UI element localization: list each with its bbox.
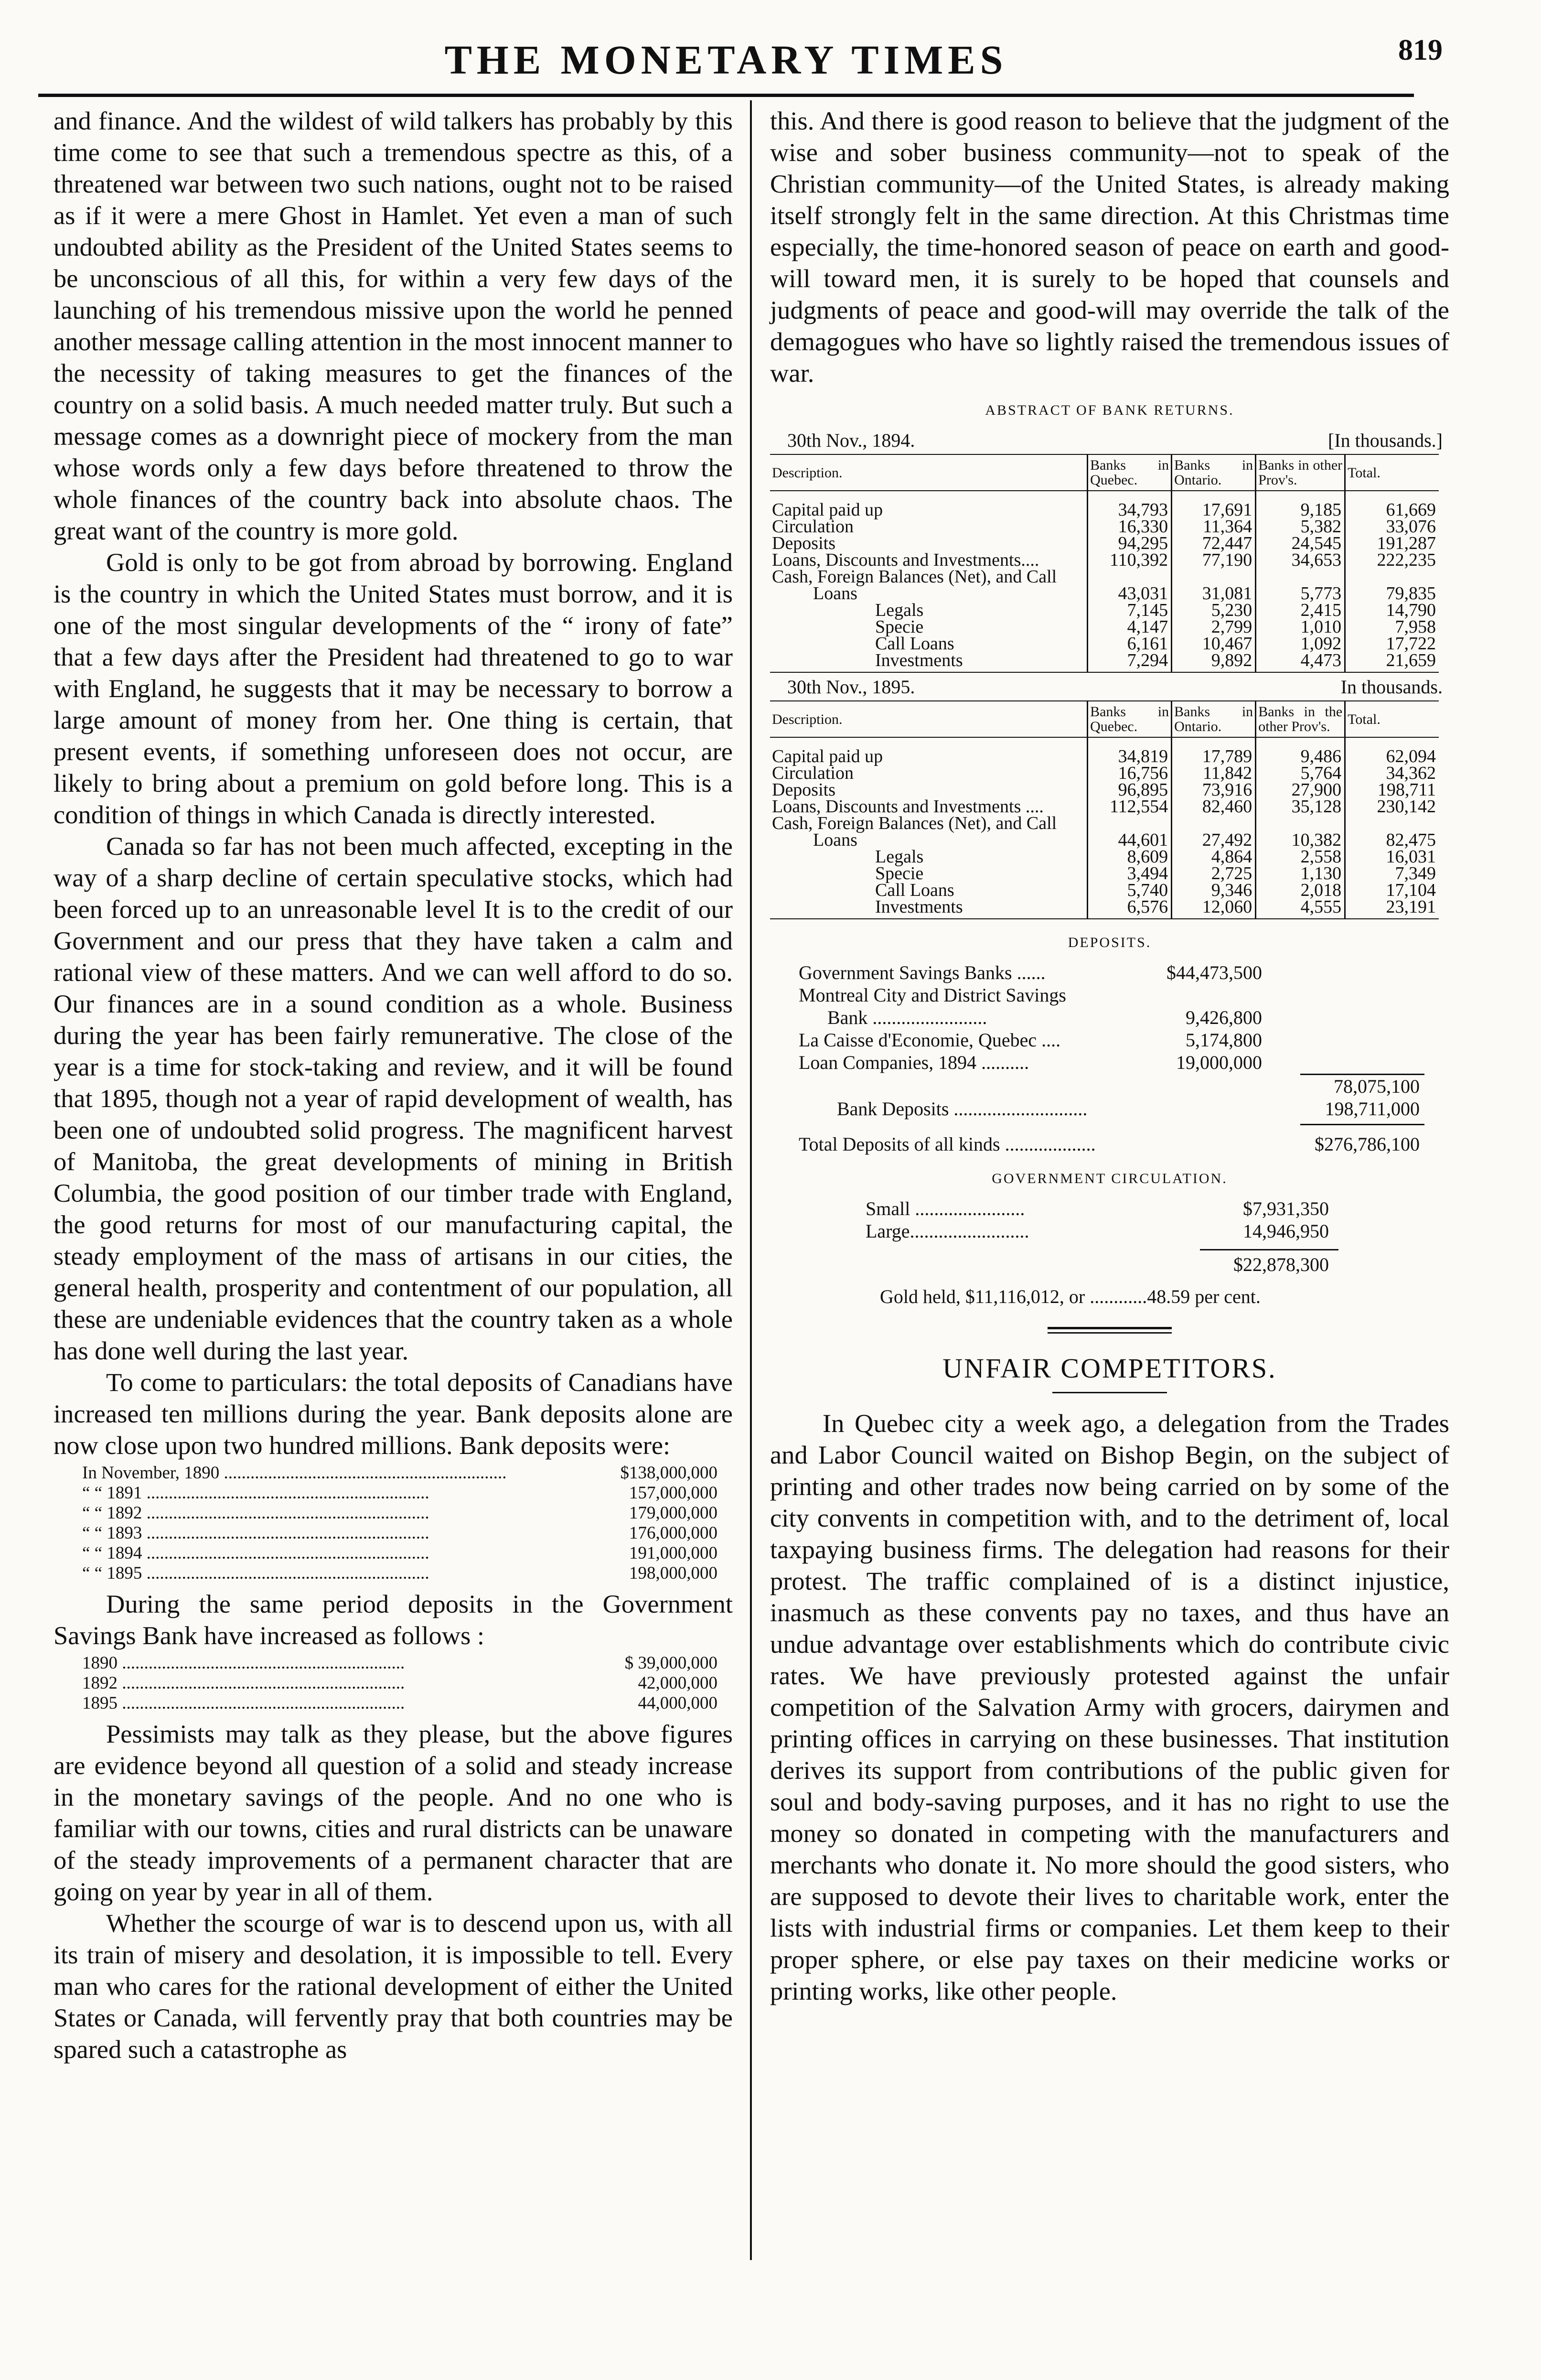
section-separator	[1048, 1327, 1172, 1334]
masthead-rule	[38, 94, 1414, 97]
gold-held-line: Gold held, $11,116,012, or ............48.59 per cent.	[880, 1286, 1261, 1307]
table-row: Loans, Discounts and Investments .... 112,554 82,460 35,128 230,142	[770, 798, 1439, 815]
table-row: Cash, Foreign Balances (Net), and Call	[770, 569, 1439, 585]
column-divider	[750, 100, 752, 2260]
table-unit: In thousands.	[1340, 676, 1443, 698]
bank-returns-table-1895	[770, 700, 1439, 919]
table-row: Specie 4,147 2,799 1,010 7,958	[770, 619, 1439, 635]
table-row: Call Loans 5,740 9,346 2,018 17,104	[770, 882, 1439, 899]
table-row: Circulation 16,330 11,364 5,382 33,076	[770, 518, 1439, 535]
paragraph: To come to particulars: the total deposits of Canadians have increased ten millions during the year. Bank deposits alone are now close upon two hundred millions. Bank deposits were:	[54, 1368, 733, 1460]
table-date: 30th Nov., 1895.	[787, 676, 915, 698]
table-row: Loans 44,601 27,492 10,382 82,475	[770, 832, 1439, 849]
paragraph: and finance. And the wildest of wild talkers has probably by this time come to see that such a tremendous spectre as this, of a threatened war between two such nations, ought not to be raised as if it were a mere Ghost in Hamlet. Yet even a man of such undoubted ability as the President of the United States seems to be unconscious of all this, for within a very few days of the launching of his tremendous missive upon the world he penned another message calling attention in the most innocent manner to the necessity of taking measures to get the finances of the country on a solid basis. A much needed matter truly. But such a message comes as a downright piece of mockery from the man whose words only a few days before threatened to throw the whole finances of the country back into absolute chaos. The great want of the country is more gold.	[54, 106, 733, 545]
table-row: Call Loans 6,161 10,467 1,092 17,722	[770, 635, 1439, 652]
list-item: Loan Companies, 1894 .......... 19,000,000	[799, 1052, 1262, 1073]
table-row: Investments 7,294 9,892 4,473 21,659	[770, 652, 1439, 672]
table-row: Legals 8,609 4,864 2,558 16,031	[770, 849, 1439, 865]
table-row: Deposits 96,895 73,916 27,900 198,711	[770, 782, 1439, 798]
list-item: Large......................... 14,946,950	[866, 1220, 1329, 1242]
table-row: Investments 6,576 12,060 4,555 23,191	[770, 899, 1439, 919]
left-column	[54, 105, 733, 2065]
section-heading: GOVERNMENT CIRCULATION.	[992, 1171, 1228, 1186]
list-item: 1892 ..... 42,000,000	[82, 1673, 717, 1693]
list-item: “ “ 1895 ..... 198,000,000	[82, 1563, 717, 1583]
table-row: Legals 7,145 5,230 2,415 14,790	[770, 602, 1439, 619]
list-item: “ “ 1891 ..... 157,000,000	[82, 1483, 717, 1503]
paragraph: In Quebec city a week ago, a delegation from the Trades and Labor Council waited on Bishop Begin, on the subject of printing and other trades now being carried on by some of the city convents in competition with, and to the detriment of, local taxpaying business firms. The delegation had reasons for their protest. The traffic complained of is a distinct injustice, inasmuch as these convents pay no taxes, and thus have an undue advantage over establishments which do contribute civic rates. We have previously protested against the unfair competition of the Salvation Army with grocers, dairymen and printing offices in carrying on these businesses. That institution derives its support from contributions of the public given for soul and body-saving purposes, and it has no right to use the money so donated in competing with the manufacturers and merchants who donate it. No more should the good sisters, who are supposed to devote their lives to charitable work, enter the lists with industrial firms or companies. Let them keep to their proper sphere, or else pay taxes on their medicine works or printing works, like other people.	[770, 1409, 1449, 2005]
list-item: Government Savings Banks ...... $44,473,500	[799, 962, 1262, 983]
list-item: 1895 ..... 44,000,000	[82, 1693, 717, 1713]
list-item: “ “ 1894 ..... 191,000,000	[82, 1543, 717, 1563]
sum-rule	[1200, 1249, 1338, 1250]
list-item: $22,878,300	[1233, 1254, 1329, 1275]
table-row: Circulation 16,756 11,842 5,764 34,362	[770, 765, 1439, 782]
list-item: Total Deposits of all kinds ................... $276,786,100	[799, 1133, 1420, 1155]
list-item: Bank ........................ 9,426,800	[827, 1007, 1262, 1028]
table-caption	[770, 676, 1449, 699]
masthead	[38, 24, 1443, 100]
list-item: “ “ 1892 ..... 179,000,000	[82, 1503, 717, 1523]
article-title: UNFAIR COMPETITORS.	[942, 1353, 1277, 1384]
table-caption	[770, 429, 1449, 452]
table-row: Specie 3,494 2,725 1,130 7,349	[770, 865, 1439, 882]
list-item: 78,075,100	[1334, 1076, 1420, 1097]
bank-deposits-list	[82, 1463, 717, 1583]
paragraph: Whether the scourge of war is to descend upon us, with all its train of misery and desolation, it is impossible to tell. Every man who cares for the rational development of either the United States or Canada, will fervently pray that both countries may be spared such a catastrophe as	[54, 1908, 733, 2064]
right-column	[770, 105, 1449, 2007]
table-row: Loans 43,031 31,081 5,773 79,835	[770, 585, 1439, 602]
list-item: 1890 ..... $ 39,000,000	[82, 1653, 717, 1673]
paragraph: this. And there is good reason to believe that the judgment of the wise and sober business community—not to speak of the Christian community—of the United States, is already making itself strongly felt in the same direction. At this Christmas time especially, the time-honored season of peace on earth and good-will toward men, it is surely to be hoped that counsels and judgments of peace and good-will may override the talk of the demagogues who have so lightly raised the tremendous issues of war.	[770, 106, 1449, 388]
sum-rule	[1300, 1124, 1424, 1125]
table-header-row: Description. Banks in Quebec. Banks in Ontario. Banks in the other Prov's. Total.	[770, 701, 1439, 737]
paragraph: Canada so far has not been much affected, excepting in the way of a sharp decline of certain speculative stocks, which had been forced up to an unreasonable level It is to the credit of our Government and our press that they have taken a calm and rational view of these matters. And we can well afford to do so. Our finances are in a sound condition as a whole. Business during the year has been fairly remunerative. The close of the year is a time for stock-taking and review, and it will be found that 1895, though not a year of rapid development of wealth, has been one of undoubted solid progress. The magnificent harvest of Manitoba, the great developments of mining in British Columbia, the good position of our timber trade with England, the good returns for most of our manufacturing capital, the steady employment of the mass of artisans in our cities, the general health, prosperity and contentment of our population, all these are undeniable evidences that the country taken as a whole has done well during the last year.	[54, 831, 733, 1365]
table-unit: [In thousands.]	[1328, 430, 1443, 451]
circulation-summary	[866, 1197, 1391, 1308]
list-item: Montreal City and District Savings	[799, 984, 1066, 1006]
publication-title: THE MONETARY TIMES	[444, 37, 1008, 83]
list-item: In November, 1890 ..... $138,000,000	[82, 1463, 717, 1483]
table-header-row: Description. Banks in Quebec. Banks in Ontario. Banks in other Prov's. Total.	[770, 454, 1439, 491]
section-heading: DEPOSITS.	[1068, 935, 1152, 950]
list-item: La Caisse d'Economie, Quebec .... 5,174,800	[799, 1029, 1262, 1051]
table-date: 30th Nov., 1894.	[787, 430, 915, 451]
list-item: “ “ 1893 ..... 176,000,000	[82, 1523, 717, 1543]
deposits-summary	[799, 961, 1429, 1155]
list-item: Small ....................... $7,931,350	[866, 1198, 1329, 1219]
savings-deposits-list	[82, 1653, 717, 1713]
title-rule	[1052, 1392, 1167, 1393]
table-row: Cash, Foreign Balances (Net), and Call	[770, 815, 1439, 832]
list-item: Bank Deposits ............................ 198,711,000	[837, 1098, 1420, 1120]
paragraph: During the same period deposits in the Government Savings Bank have increased as follows :	[54, 1589, 733, 1650]
bank-returns-table-1894	[770, 454, 1439, 673]
paragraph: Pessimists may talk as they please, but the above figures are evidence beyond all question of a solid and steady increase in the monetary savings of the people. And no one who is familiar with our towns, cities and rural districts can be unaware of the steady improvements of a permanent character that are going on year by year in all of them.	[54, 1719, 733, 1906]
table-row: Loans, Discounts and Investments.... 110,392 77,190 34,653 222,235	[770, 552, 1439, 569]
table-row: Capital paid up 34,819 17,789 9,486 62,094	[770, 737, 1439, 765]
table-row: Capital paid up 34,793 17,691 9,185 61,669	[770, 491, 1439, 518]
table-row: Deposits 94,295 72,447 24,545 191,287	[770, 535, 1439, 552]
section-heading: ABSTRACT OF BANK RETURNS.	[985, 402, 1234, 418]
paragraph: Gold is only to be got from abroad by borrowing. England is the country in which the United States must borrow, and it is one of the most singular developments of the “ irony of fate” that a few days after the President had threatened to go to war with England, he suggests that it may be necessary to borrow a large amount of money from her. One thing is certain, that present events, if something unforeseen does not occur, are likely to bring about a premium on gold before long. This is a condition of things in which Canada is directly interested.	[54, 548, 733, 829]
page-number: 819	[1398, 34, 1443, 66]
